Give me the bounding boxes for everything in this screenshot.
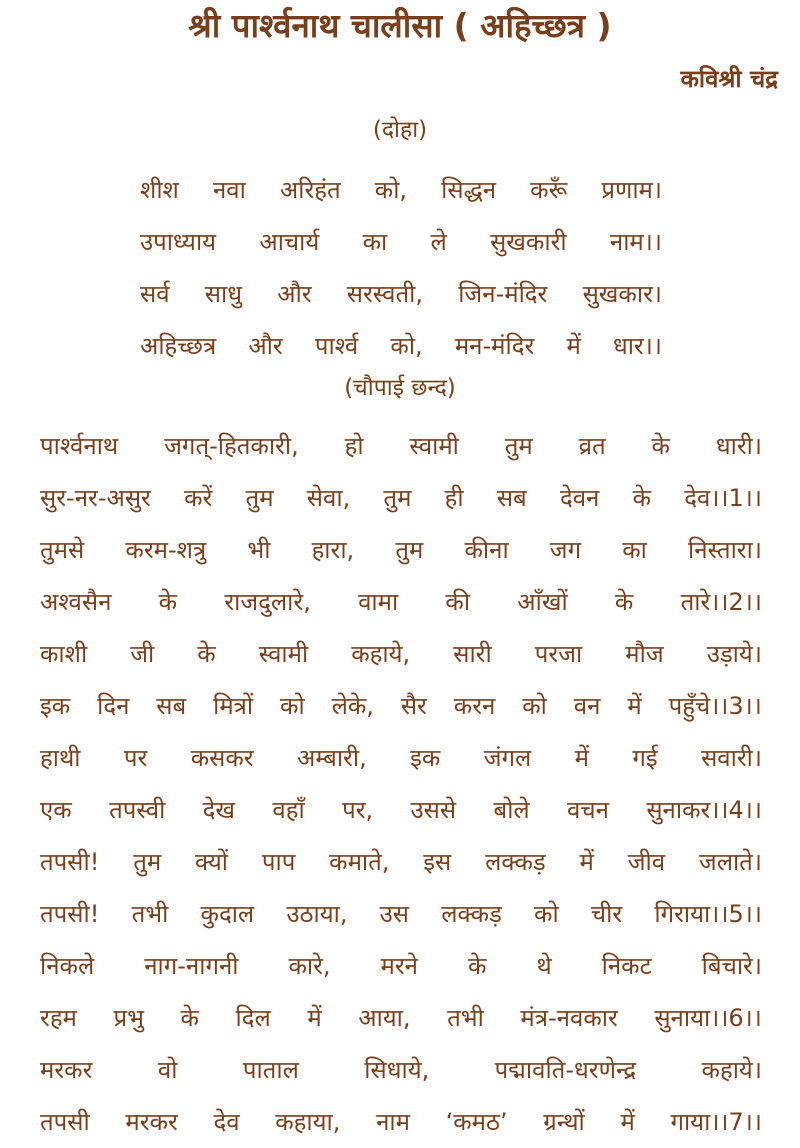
verse-word: ले xyxy=(430,228,447,256)
verse-word: सारी xyxy=(453,640,492,668)
verse-line xyxy=(140,216,662,268)
verse-word: नाम xyxy=(376,1108,410,1136)
verse-word: कहाये, xyxy=(351,640,411,668)
verse-word: इस xyxy=(423,848,452,876)
verse-word: तपसी! xyxy=(40,848,100,876)
verse-word: देव।।1।। xyxy=(684,484,762,512)
verse-word: का xyxy=(622,536,647,564)
verse-word: हाथी xyxy=(40,744,81,772)
verse-word: दिल xyxy=(235,1004,271,1032)
verse-word: पहुँचे।।3।। xyxy=(668,692,762,720)
verse-word: उठाया, xyxy=(286,900,348,928)
verse-word: राजदुलारे, xyxy=(224,588,311,616)
verse-word: करम-शत्रु xyxy=(125,536,207,564)
verse-word: के xyxy=(158,588,178,616)
verse-word: तारे।।2।। xyxy=(680,588,762,616)
verse-word: करें xyxy=(184,484,213,512)
verse-word: मरकर xyxy=(40,1056,93,1084)
verse-word: हारा, xyxy=(311,536,355,564)
verse-word: कहाये। xyxy=(701,1056,762,1084)
verse-word: पद्मावति-धरणेन्द्र xyxy=(494,1056,637,1084)
verse-word: के xyxy=(180,1004,199,1032)
verse-word: देव xyxy=(213,1108,240,1136)
verse-word: तुम xyxy=(504,432,533,460)
verse-word: कमाते, xyxy=(329,848,390,876)
verse-word: निस्तारा। xyxy=(688,536,762,564)
verse-word: को, xyxy=(390,332,423,360)
verse-word: रहम xyxy=(40,1004,77,1032)
verse-word: ही xyxy=(444,484,464,512)
verse-word: एक xyxy=(40,796,72,824)
verse-word: में xyxy=(307,1004,322,1032)
verse-word: करूँ xyxy=(530,176,568,204)
verse-word: निकले xyxy=(40,952,95,980)
verse-word: लक्कड़ xyxy=(441,900,502,928)
verse-word: पाप xyxy=(261,848,296,876)
verse-word: चीर xyxy=(590,900,623,928)
verse-word: तुम xyxy=(133,848,162,876)
verse-word: सब xyxy=(156,692,187,720)
verse-word: कसकर xyxy=(190,744,254,772)
verse-word: में xyxy=(574,744,590,772)
verse-word: नाम।। xyxy=(609,228,662,256)
verse-word: की xyxy=(445,588,471,616)
verse-word: को xyxy=(280,692,305,720)
verse-line xyxy=(40,576,762,628)
page-title: श्री पार्श्वनाथ चालीसा ( अहिच्छत्र ) xyxy=(188,6,612,45)
verse-word: सेवा, xyxy=(306,484,351,512)
verse-word: ग्रन्थों xyxy=(543,1108,585,1136)
verse-word: जी xyxy=(130,640,155,668)
verse-word: साधु xyxy=(204,280,242,308)
verse-line xyxy=(40,628,762,680)
verse-word: कीना xyxy=(464,536,509,564)
verse-word: के xyxy=(651,432,670,460)
verse-word: क्यों xyxy=(195,848,229,876)
verse-word: में xyxy=(566,332,581,360)
verse-word: इक xyxy=(410,744,441,772)
verse-line xyxy=(140,320,662,372)
verse-line xyxy=(40,472,762,524)
verse-word: सुनाया।।6।। xyxy=(654,1004,762,1032)
verse-word: निकट xyxy=(601,952,652,980)
verse-word: जीव xyxy=(627,848,666,876)
verse-word: तुम xyxy=(383,484,412,512)
verse-word: जंगल xyxy=(483,744,532,772)
verse-word: स्वामी xyxy=(409,432,459,460)
verse-word: में xyxy=(620,1108,635,1136)
verse-word: के xyxy=(632,484,652,512)
verse-word: तपस्वी xyxy=(109,796,166,824)
verse-word: व्रत xyxy=(578,432,606,460)
verse-word: को, xyxy=(374,176,408,204)
verse-line xyxy=(40,888,762,940)
verse-line xyxy=(40,784,762,836)
author-name: कविश्री चंद्र xyxy=(680,65,778,93)
verse-word: सवारी। xyxy=(701,744,762,772)
verse-line xyxy=(40,1096,762,1148)
verse-word: मंत्र-नवकार xyxy=(520,1004,618,1032)
verse-word: कहाया, xyxy=(275,1108,341,1136)
verse-word: उस xyxy=(379,900,410,928)
verse-word: के xyxy=(614,588,634,616)
verse-word: जिन-मंदिर xyxy=(458,280,548,308)
verse-word: सैर xyxy=(400,692,427,720)
verse-line xyxy=(40,524,762,576)
verse-word: आँखों xyxy=(517,588,568,616)
verse-word: तपसी! xyxy=(40,900,100,928)
verse-word: ‘कमठ’ xyxy=(445,1108,508,1136)
verse-word: देवन xyxy=(559,484,600,512)
verse-line xyxy=(40,836,762,888)
verse-word: तुम xyxy=(245,484,274,512)
verse-word: काशी xyxy=(40,640,88,668)
verse-word: जलाते। xyxy=(698,848,762,876)
verse-word: अरिहंत xyxy=(279,176,341,204)
verse-word: लेके, xyxy=(331,692,374,720)
verse-word: को xyxy=(522,692,547,720)
verse-word: और xyxy=(248,332,283,360)
verse-word: भी xyxy=(247,536,271,564)
verse-word: पार्श्व xyxy=(314,332,359,360)
verse-line xyxy=(140,268,662,320)
verse-word: को xyxy=(534,900,559,928)
verse-word: तुम xyxy=(395,536,424,564)
verse-word: मरकर xyxy=(125,1108,178,1136)
verse-word: पर, xyxy=(342,796,374,824)
verse-word: नाग-नागनी xyxy=(144,952,239,980)
verse-word: दिन xyxy=(97,692,130,720)
verse-word: स्वामी xyxy=(258,640,309,668)
verse-word: आया, xyxy=(358,1004,411,1032)
verse-word: का xyxy=(362,228,388,256)
verse-word: पर xyxy=(123,744,148,772)
verse-word: वामा xyxy=(358,588,399,616)
verse-word: प्रणाम। xyxy=(601,176,662,204)
verse-word: पाताल xyxy=(242,1056,299,1084)
verse-word: वचन xyxy=(567,796,609,824)
verse-line xyxy=(40,940,762,992)
verse-word: और xyxy=(277,280,312,308)
verse-word: जग xyxy=(549,536,582,564)
verse-word: उड़ाये। xyxy=(706,640,762,668)
verse-word: कारे, xyxy=(288,952,331,980)
verse-word: जगत्-हितकारी, xyxy=(164,432,299,460)
verse-word: मित्रों xyxy=(213,692,254,720)
chaupai-heading: (चौपाई छन्द) xyxy=(344,375,456,401)
verse-word: अहिच्छत्र xyxy=(140,332,217,360)
verse-word: प्रभु xyxy=(113,1004,144,1032)
verse-word: तभी xyxy=(131,900,169,928)
verse-word: सुर-नर-असुर xyxy=(40,484,151,512)
verse-word: अम्बारी, xyxy=(297,744,367,772)
verse-line xyxy=(40,680,762,732)
verse-word: धार।। xyxy=(612,332,662,360)
verse-word: हो xyxy=(344,432,364,460)
verse-word: उससे xyxy=(410,796,457,824)
verse-word: नवा xyxy=(212,176,246,204)
doha-verses xyxy=(140,164,662,372)
verse-word: इक xyxy=(40,692,71,720)
verse-word: वन xyxy=(573,692,601,720)
verse-line xyxy=(40,420,762,472)
verse-word: सुखकार। xyxy=(582,280,662,308)
verse-word: तुमसे xyxy=(40,536,85,564)
verse-line xyxy=(40,1044,762,1096)
verse-word: तपसी xyxy=(40,1108,90,1136)
verse-word: सिद्धन xyxy=(441,176,497,204)
verse-word: बिचारे। xyxy=(701,952,762,980)
verse-word: बोले xyxy=(493,796,530,824)
verse-word: कुदाल xyxy=(200,900,255,928)
verse-word: धारी। xyxy=(715,432,762,460)
verse-word: सब xyxy=(496,484,527,512)
verse-word: आचार्य xyxy=(259,228,320,256)
verse-word: गई xyxy=(632,744,658,772)
verse-word: सुनाकर।।4।। xyxy=(646,796,762,824)
verse-word: गाया।।7।। xyxy=(670,1108,762,1136)
verse-word: लक्कड़ xyxy=(485,848,546,876)
verse-line xyxy=(40,732,762,784)
verse-line xyxy=(140,164,662,216)
verse-word: के xyxy=(467,952,487,980)
chaupai-verses xyxy=(40,420,762,1148)
verse-word: पार्श्वनाथ xyxy=(40,432,119,460)
verse-word: में xyxy=(579,848,594,876)
doha-heading: (दोहा) xyxy=(372,117,428,143)
verse-word: सिधाये, xyxy=(364,1056,430,1084)
verse-word: में xyxy=(627,692,642,720)
verse-line xyxy=(40,992,762,1044)
verse-word: थे xyxy=(536,952,552,980)
verse-word: वहाँ xyxy=(272,796,305,824)
verse-word: परजा xyxy=(534,640,583,668)
verse-word: मौज xyxy=(625,640,664,668)
verse-word: तभी xyxy=(447,1004,484,1032)
verse-word: सुखकारी xyxy=(490,228,567,256)
verse-word: वो xyxy=(157,1056,178,1084)
verse-word: उपाध्याय xyxy=(140,228,217,256)
verse-word: करन xyxy=(453,692,496,720)
verse-word: देख xyxy=(202,796,236,824)
verse-word: मन-मंदिर xyxy=(454,332,535,360)
verse-word: अश्वसैन xyxy=(40,588,112,616)
verse-word: सर्व xyxy=(140,280,170,308)
verse-word: गिराया।।5।। xyxy=(654,900,762,928)
verse-word: सरस्वती, xyxy=(346,280,424,308)
verse-word: शीश xyxy=(140,176,179,204)
verse-word: मरने xyxy=(380,952,418,980)
verse-word: के xyxy=(197,640,216,668)
